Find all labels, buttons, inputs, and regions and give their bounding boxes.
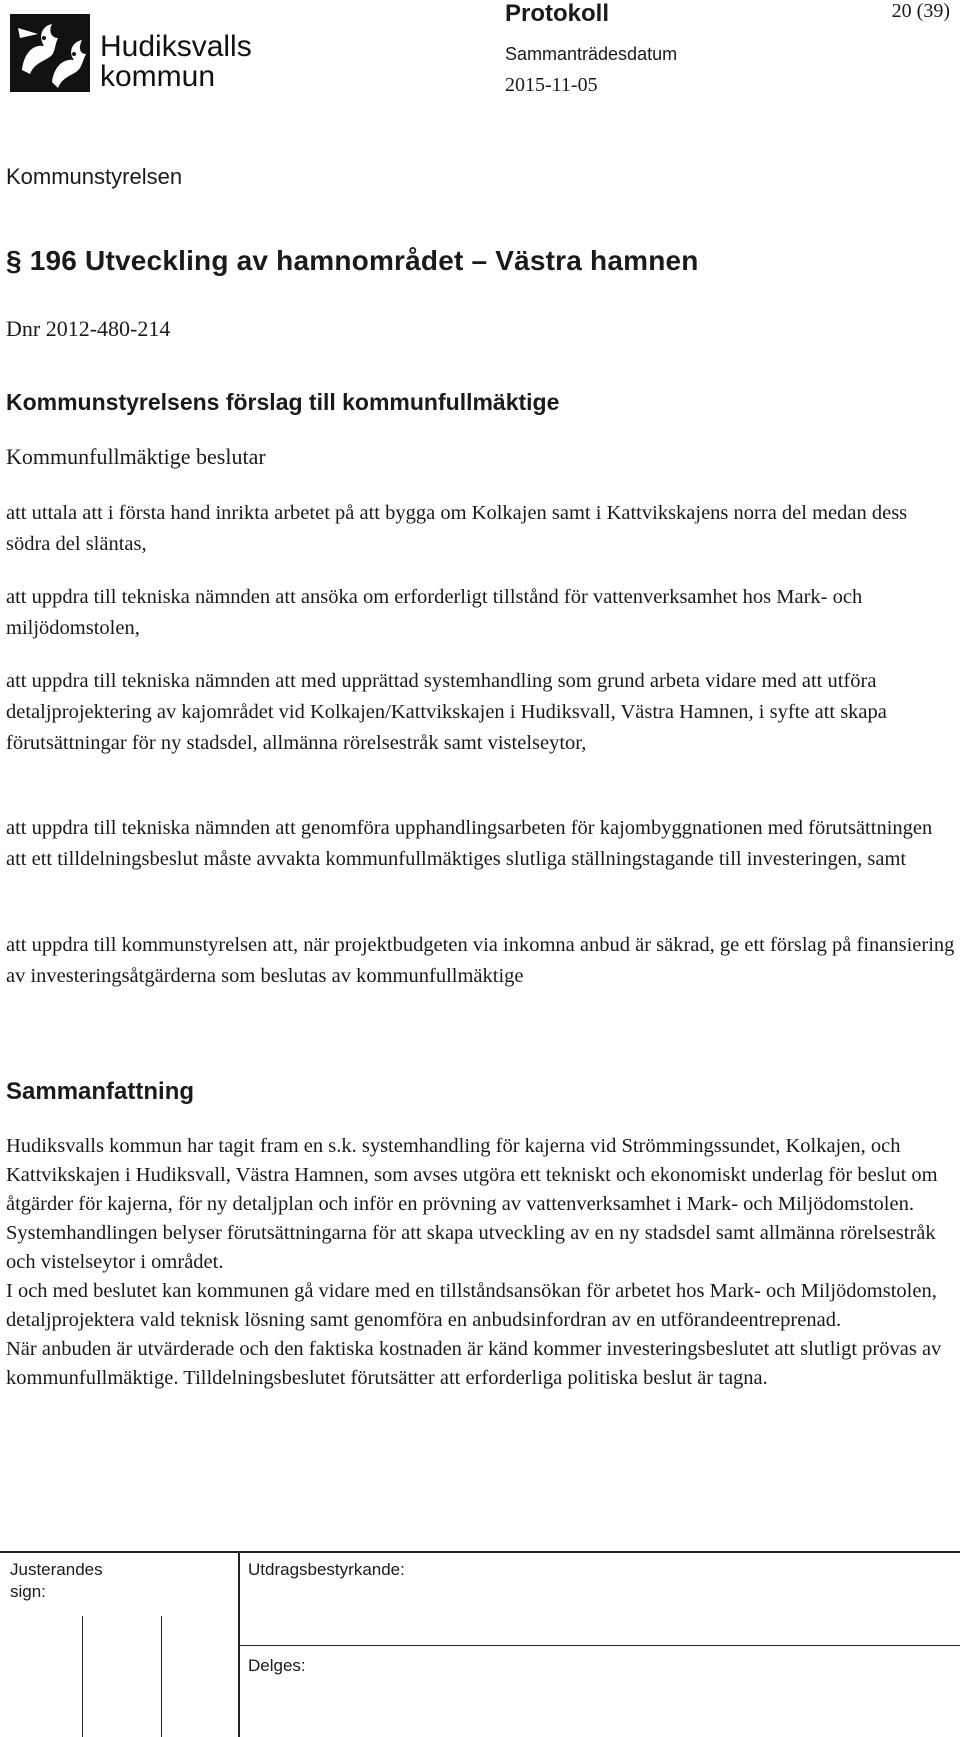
footer-divider — [238, 1551, 240, 1737]
summary-paragraph: När anbuden är utvärderade och den faktiska kostnaden är känd kommer investeringsbeslutet att slutligt prövas av kommunfullmäktige. Tilldelningsbeslutet förutsätter att erforderliga politiska beslut är tagna. — [6, 1338, 942, 1389]
proposal-point: att uttala att i första hand inrikta arbetet på att bygga om Kolkajen samt i Kattvikskajens norra del medan dess södra del släntas, — [6, 502, 908, 555]
page-number: 20 (39) — [891, 0, 950, 22]
summary-paragraph: Systemhandlingen belyser förutsättningarna för att skapa utveckling av en ny stadsdel samt allmänna rörelsestråk och vistelseytor i området. — [6, 1222, 936, 1273]
section-sign: § — [6, 245, 22, 276]
meeting-date-label: Sammanträdesdatum — [505, 44, 678, 64]
footer-top-rule — [0, 1551, 960, 1553]
logo-text-line2: kommun — [100, 60, 216, 93]
proposal-point: att uppdra till tekniska nämnden att ansöka om erforderligt tillstånd för vattenverksamhet hos Mark- och miljödomstolen, — [6, 586, 863, 639]
sign-label-2: sign: — [10, 1582, 46, 1601]
summary-heading: Sammanfattning — [6, 1078, 195, 1105]
organization-name: Kommunstyrelsen — [6, 164, 183, 189]
summary-body — [6, 1132, 956, 1393]
footer-mid-rule — [240, 1645, 960, 1646]
meeting-date: 2015-11-05 — [505, 74, 598, 96]
sign-box-divider — [82, 1616, 83, 1737]
document-type: Protokoll — [505, 0, 610, 27]
extract-certification-label: Utdragsbestyrkande: — [248, 1560, 405, 1579]
logo-text-line1: Hudiksvalls — [100, 30, 252, 63]
registration-number: Dnr 2012-480-214 — [6, 316, 171, 341]
proposal-point: att uppdra till tekniska nämnden att med upprättad systemhandling som grund arbeta vidare med att utföra detaljprojektering av kajområdet vid Kolkajen/Kattvikskajen i Hudiksvall, Västra Hamnen, i syfte att skapa förutsättningar för ny stadsdel, allmänna rörelsestråk samt vistelseytor, — [6, 670, 887, 754]
summary-paragraph: Hudiksvalls kommun har tagit fram en s.k. systemhandling för kajerna vid Strömmingssundet, Kolkajen, och Kattvikskajen i Hudiksvall, Västra Hamnen, som avses utgöra ett tekniskt och ekonomiskt underlag för beslut om åtgärder för kajerna, för ny detaljplan och inför en prövning av vattenverksamhet i Mark- och Miljödomstolen. — [6, 1135, 938, 1215]
item-heading — [6, 245, 699, 277]
proposal-point: att uppdra till tekniska nämnden att genomföra upphandlingsarbeten för kajombyggnationen med förutsättningen att ett tilldelningsbeslut måste avvakta kommunfullmäktiges slutliga ställningstagande till investeringen, samt — [6, 817, 933, 870]
item-title: 196 Utveckling av hamnområdet – Västra hamnen — [29, 245, 699, 276]
sign-label: Justerandes — [10, 1560, 103, 1579]
sign-box-divider — [161, 1616, 162, 1737]
proposal-intro: Kommunfullmäktige beslutar — [6, 444, 266, 469]
proposal-point: att uppdra till kommunstyrelsen att, när projektbudgeten via inkomna anbud är säkrad, ge ett förslag på finansiering av investeringsåtgärderna som beslutas av kommunfullmäktige — [6, 934, 955, 987]
proposal-heading: Kommunstyrelsens förslag till kommunfullmäktige — [6, 389, 560, 415]
municipality-logo — [8, 8, 253, 94]
signature-footer — [0, 1551, 960, 1737]
delivered-to-label: Delges: — [248, 1656, 306, 1675]
summary-paragraph: I och med beslutet kan kommunen gå vidare med en tillståndsansökan för arbetet hos Mark- och Miljödomstolen, detaljprojektera vald teknisk lösning samt genomföra en anbudsinfordran av en utförandeentreprenad. — [6, 1280, 937, 1331]
